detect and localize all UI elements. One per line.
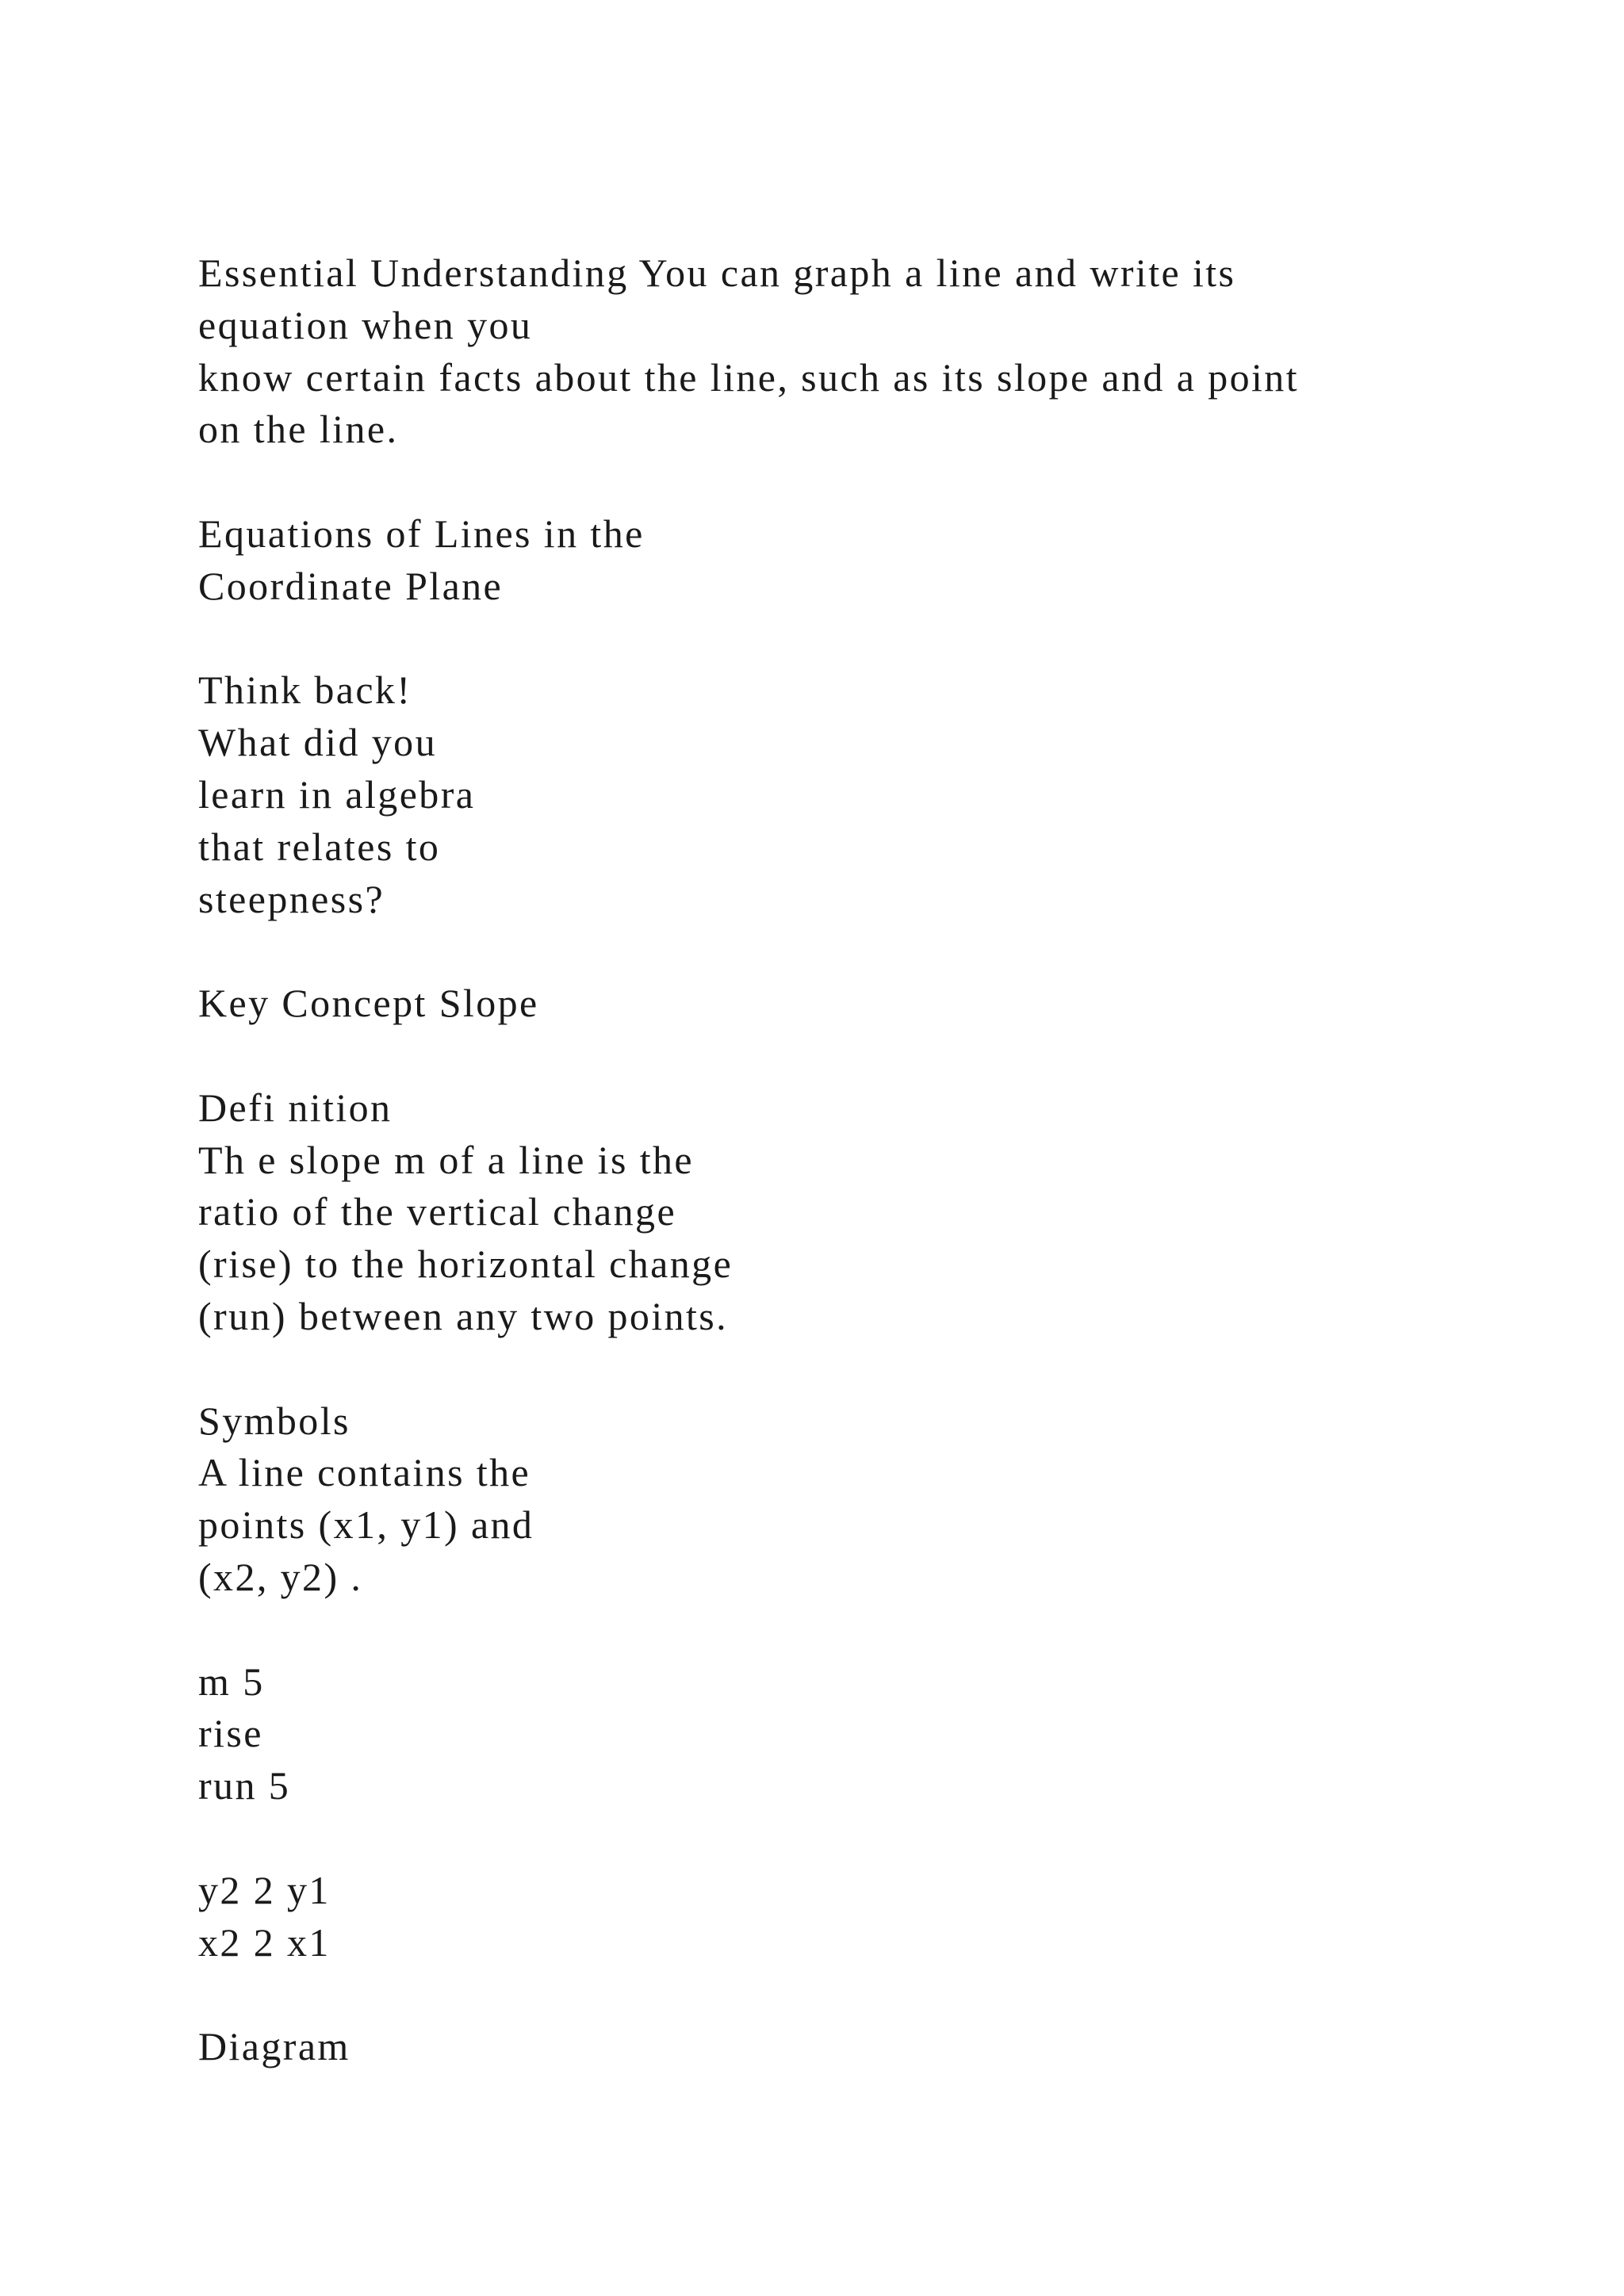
text-line: Key Concept Slope	[198, 981, 539, 1026]
text-line: equation when you	[198, 302, 533, 347]
text-line: points (x1, y1) and	[198, 1502, 534, 1548]
text-line: steepness?	[198, 876, 385, 921]
text-line: Th e slope m of a line is the	[198, 1137, 695, 1182]
paragraph-gap	[198, 1604, 1546, 1656]
paragraph-gap	[198, 1812, 1546, 1865]
paragraph-gap	[198, 1343, 1546, 1395]
text-line: m 5	[198, 1659, 265, 1704]
text-line: Coordinate Plane	[198, 563, 504, 608]
text-line: (run) between any two points.	[198, 1293, 729, 1338]
paragraph-gap	[198, 925, 1546, 978]
document-body	[198, 247, 1546, 2073]
paragraph-section-title	[198, 508, 1546, 613]
paragraph-think-back	[198, 664, 1546, 925]
text-line: Defi nition	[198, 1085, 393, 1130]
text-line: (rise) to the horizontal change	[198, 1242, 733, 1287]
paragraph-gap	[198, 1969, 1546, 2021]
text-line: Essential Understanding You can graph a line and write its	[198, 251, 1236, 295]
text-line: (x2, y2) .	[198, 1554, 363, 1599]
paragraph-gap	[198, 613, 1546, 665]
text-line: run 5	[198, 1763, 291, 1808]
text-line: Think back!	[198, 668, 412, 713]
text-line: x2 2 x1	[198, 1919, 331, 1965]
paragraph-essential-understanding	[198, 247, 1546, 456]
text-line: on the line.	[198, 407, 399, 452]
text-line: Diagram	[198, 2024, 350, 2069]
paragraph-diagram-label	[198, 2021, 1546, 2073]
paragraph-key-concept	[198, 978, 1546, 1030]
paragraph-slope-formula-bottom	[198, 1865, 1546, 1969]
text-line: Equations of Lines in the	[198, 511, 645, 556]
text-line: A line contains the	[198, 1450, 531, 1495]
paragraph-slope-formula-top	[198, 1656, 1546, 1812]
text-line: know certain facts about the line, such as its slope and a point	[198, 354, 1299, 400]
text-line: What did you	[198, 720, 437, 765]
paragraph-symbols	[198, 1395, 1546, 1604]
text-line: that relates to	[198, 824, 441, 869]
paragraph-gap	[198, 1030, 1546, 1082]
text-line: y2 2 y1	[198, 1867, 331, 1912]
paragraph-definition	[198, 1082, 1546, 1343]
text-line: rise	[198, 1711, 263, 1756]
paragraph-gap	[198, 456, 1546, 508]
text-line: ratio of the vertical change	[198, 1189, 677, 1234]
text-line: learn in algebra	[198, 771, 476, 817]
text-line: Symbols	[198, 1398, 350, 1443]
